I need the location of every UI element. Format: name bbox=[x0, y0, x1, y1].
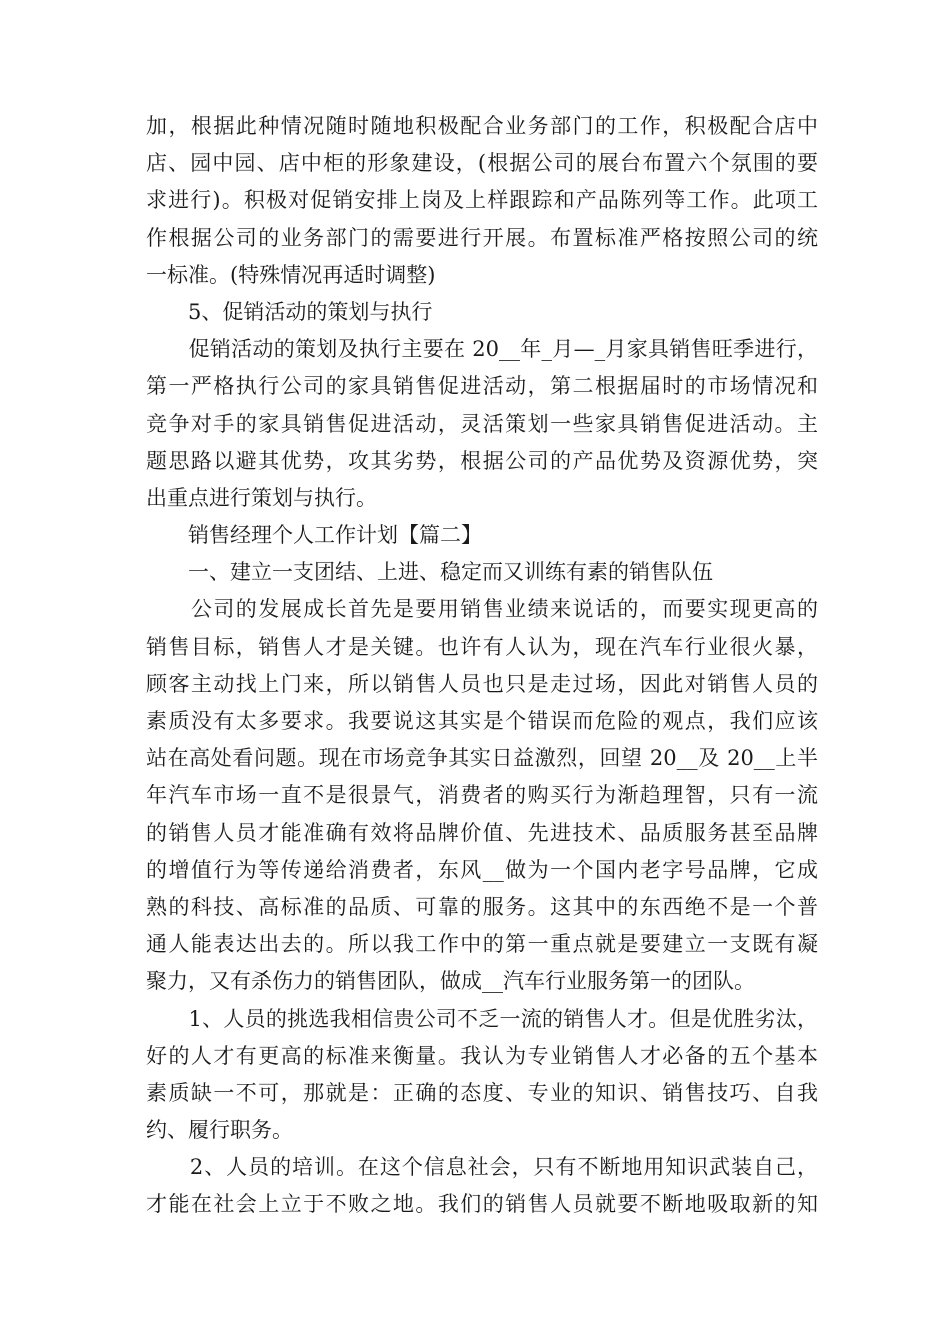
paragraph-line: 的销售人员才能准确有效将品牌价值、先进技术、品质服务甚至品牌 bbox=[146, 820, 818, 845]
paragraph-line: 通人能表达出去的。所以我工作中的第一重点就是要建立一支既有凝 bbox=[146, 932, 818, 957]
paragraph-line: 作根据公司的业务部门的需要进行开展。布置标准严格按照公司的统 bbox=[146, 225, 818, 250]
paragraph-line: 出重点进行策划与执行。 bbox=[146, 485, 377, 510]
paragraph-line: 公司的发展成长首先是要用销售业绩来说话的，而要实现更高的 bbox=[146, 597, 818, 622]
paragraph-line: 销售目标，销售人才是关键。也许有人认为，现在汽车行业很火暴， bbox=[146, 634, 818, 659]
paragraph-line: 竞争对手的家具销售促进活动，灵活策划一些家具销售促进活动。主 bbox=[146, 411, 818, 436]
paragraph-line: 好的人才有更高的标准来衡量。我认为专业销售人才必备的五个基本 bbox=[146, 1043, 818, 1068]
document-body bbox=[146, 108, 818, 1224]
paragraph-line: 一标准。(特殊情况再适时调整) bbox=[146, 262, 436, 287]
paragraph-line: 年汽车市场一直不是很景气，消费者的购买行为渐趋理智，只有一流 bbox=[146, 783, 818, 808]
paragraph-line: 熟的科技、高标准的品质、可靠的服务。这其中的东西绝不是一个普 bbox=[146, 894, 818, 919]
paragraph-line: 才能在社会上立于不败之地。我们的销售人员就要不断地吸取新的知 bbox=[146, 1192, 818, 1217]
paragraph-line: 题思路以避其优势，攻其劣势，根据公司的产品优势及资源优势，突 bbox=[146, 448, 818, 473]
section-heading-line: 销售经理个人工作计划【篇二】 bbox=[146, 523, 482, 548]
paragraph-line: 店、园中园、店中柜的形象建设，(根据公司的展台布置六个氛围的要 bbox=[146, 151, 818, 176]
paragraph-line: 聚力，又有杀伤力的销售团队，做成__汽车行业服务第一的团队。 bbox=[146, 969, 755, 994]
paragraph-line: 素质缺一不可，那就是：正确的态度、专业的知识、销售技巧、自我 bbox=[146, 1080, 818, 1105]
paragraph-line: 第一严格执行公司的家具销售促进活动，第二根据届时的市场情况和 bbox=[146, 374, 818, 399]
paragraph-line: 素质没有太多要求。我要说这其实是个错误而危险的观点，我们应该 bbox=[146, 709, 818, 733]
paragraph-line: 加，根据此种情况随时随地积极配合业务部门的工作，积极配合店中 bbox=[146, 114, 818, 138]
paragraph-line: 顾客主动找上门来，所以销售人员也只是走过场，因此对销售人员的 bbox=[146, 671, 818, 696]
paragraph-line: 1、人员的挑选我相信贵公司不乏一流的销售人才。但是优胜劣汰， bbox=[146, 1006, 818, 1031]
paragraph-line: 的增值行为等传递给消费者，东风__做为一个国内老字号品牌，它成 bbox=[146, 857, 818, 882]
paragraph-line: 2、人员的培训。在这个信息社会，只有不断地用知识武装自己， bbox=[146, 1155, 818, 1180]
paragraph-line: 站在高处看问题。现在市场竞争其实日益激烈，回望 20__及 20__上半 bbox=[146, 746, 818, 771]
paragraph-line: 约、履行职务。 bbox=[146, 1118, 293, 1143]
section-heading-line: 一、建立一支团结、上进、稳定而又训练有素的销售队伍 bbox=[146, 560, 713, 585]
paragraph-line: 促销活动的策划及执行主要在 20__年_月—_月家具销售旺季进行， bbox=[146, 337, 818, 362]
paragraph-line: 求进行)。积极对促销安排上岗及上样跟踪和产品陈列等工作。此项工 bbox=[146, 188, 818, 213]
section-heading-line: 5、促销活动的策划与执行 bbox=[146, 299, 433, 324]
